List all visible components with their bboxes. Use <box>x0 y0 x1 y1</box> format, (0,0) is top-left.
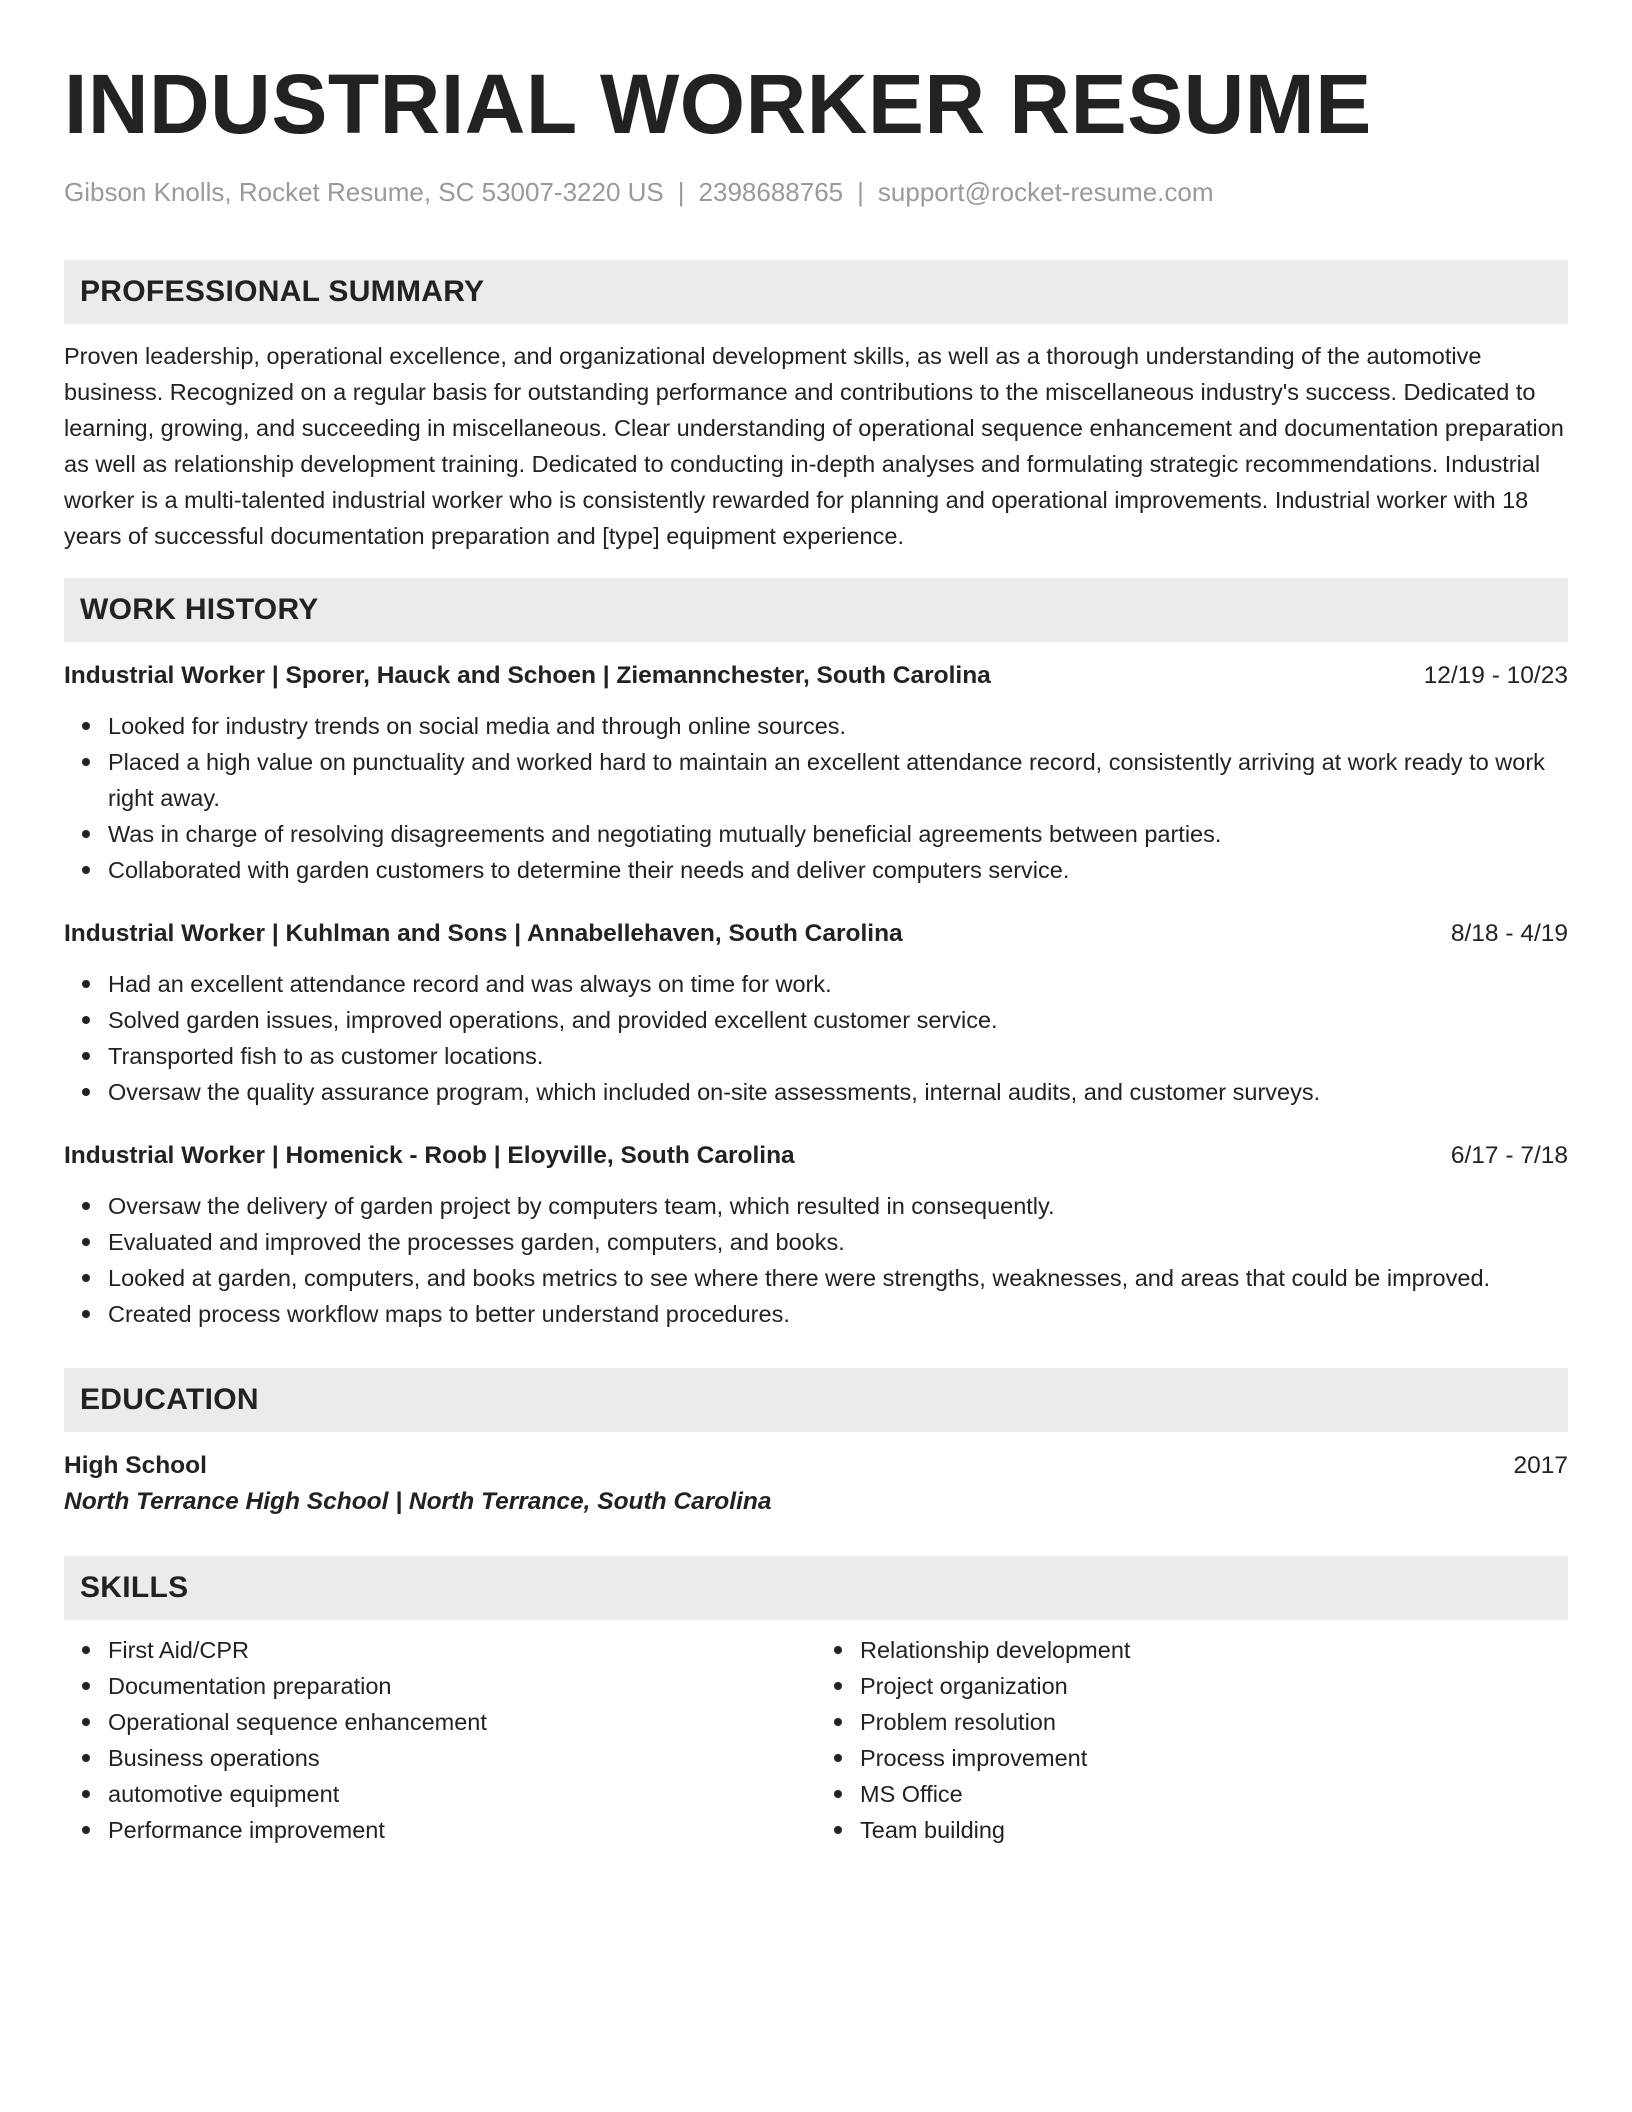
job-header <box>64 1138 1568 1174</box>
job-entry <box>64 916 1568 1110</box>
skills-column-left <box>64 1632 816 1848</box>
skill-item: Documentation preparation <box>108 1668 816 1704</box>
education-entry <box>64 1448 1568 1520</box>
job-dates: 6/17 - 7/18 <box>1450 1142 1568 1169</box>
job-dates: 8/18 - 4/19 <box>1450 920 1568 947</box>
job-bullet: Solved garden issues, improved operations, and provided excellent customer service. <box>108 1002 1568 1038</box>
job-bullet: Placed a high value on punctuality and worked hard to maintain an excellent attendance record, consistently arriving at work ready to work right away. <box>108 744 1568 816</box>
job-bullet: Evaluated and improved the processes garden, computers, and books. <box>108 1224 1568 1260</box>
summary-text: Proven leadership, operational excellence, and organizational development skills, as well as a thorough understanding of the automotive business. Recognized on a regular basis for outstanding performance and contributions to the miscellaneous industry's success. Dedicated to learning, growing, and succeeding in miscellaneous. Clear understanding of operational sequence enhancement and documentation preparation as well as relationship development training. Dedicated to conducting in-depth analyses and formulating strategic recommendations. Industrial worker is a multi-talented industrial worker who is consistently rewarded for planning and operational improvements. Industrial worker with 18 years of successful documentation preparation and [type] equipment experience. <box>64 343 1564 549</box>
skills-column-right <box>816 1632 1568 1848</box>
skill-item: Process improvement <box>860 1740 1568 1776</box>
section-title-education: EDUCATION <box>80 1383 259 1416</box>
contact-phone: 2398688765 <box>698 177 844 207</box>
contact-email: support@rocket-resume.com <box>877 177 1214 207</box>
skill-item: automotive equipment <box>108 1776 816 1812</box>
job-bullet: Transported fish to as customer locations. <box>108 1038 1568 1074</box>
skill-item: MS Office <box>860 1776 1568 1812</box>
education-header <box>64 1448 1568 1484</box>
section-header-skills <box>64 1556 1568 1620</box>
section-title-work-history: WORK HISTORY <box>80 593 319 626</box>
section-title-summary: PROFESSIONAL SUMMARY <box>80 275 485 308</box>
job-bullets <box>64 1188 1568 1332</box>
contact-address: Gibson Knolls, Rocket Resume, SC 53007-3220 US <box>64 177 664 207</box>
skill-item: Team building <box>860 1812 1568 1848</box>
contact-separator: | <box>677 177 685 207</box>
job-bullet: Created process workflow maps to better understand procedures. <box>108 1296 1568 1332</box>
job-title: Industrial Worker | Kuhlman and Sons | Annabellehaven, South Carolina <box>64 920 903 947</box>
job-bullet: Oversaw the quality assurance program, which included on-site assessments, internal audits, and customer surveys. <box>108 1074 1568 1110</box>
section-title-skills: SKILLS <box>80 1571 189 1604</box>
education-year: 2017 <box>1513 1452 1568 1479</box>
skills-grid <box>64 1632 1568 1848</box>
skill-item: Problem resolution <box>860 1704 1568 1740</box>
job-entry <box>64 1138 1568 1332</box>
job-bullet: Was in charge of resolving disagreements and negotiating mutually beneficial agreements between parties. <box>108 816 1568 852</box>
education-school: North Terrance High School | North Terrance, South Carolina <box>64 1488 772 1515</box>
job-title: Industrial Worker | Sporer, Hauck and Schoen | Ziemannchester, South Carolina <box>64 662 991 689</box>
section-header-summary <box>64 260 1568 324</box>
job-title: Industrial Worker | Homenick - Roob | Eloyville, South Carolina <box>64 1142 795 1169</box>
section-header-work-history <box>64 578 1568 642</box>
skill-item: Performance improvement <box>108 1812 816 1848</box>
skills-list <box>816 1632 1568 1848</box>
job-dates: 12/19 - 10/23 <box>1423 662 1568 689</box>
skill-item: Business operations <box>108 1740 816 1776</box>
skills-list <box>64 1632 816 1848</box>
skill-item: Operational sequence enhancement <box>108 1704 816 1740</box>
job-bullet: Looked at garden, computers, and books metrics to see where there were strengths, weaknesses, and areas that could be improved. <box>108 1260 1568 1296</box>
job-bullets <box>64 966 1568 1110</box>
job-bullet: Had an excellent attendance record and was always on time for work. <box>108 966 1568 1002</box>
job-header <box>64 658 1568 694</box>
skill-item: First Aid/CPR <box>108 1632 816 1668</box>
education-degree: High School <box>64 1452 207 1479</box>
skill-item: Project organization <box>860 1668 1568 1704</box>
job-entry <box>64 658 1568 888</box>
job-bullet: Oversaw the delivery of garden project by computers team, which resulted in consequently. <box>108 1188 1568 1224</box>
job-bullet: Collaborated with garden customers to determine their needs and deliver computers service. <box>108 852 1568 888</box>
contact-line <box>64 176 1568 208</box>
job-header <box>64 916 1568 952</box>
job-bullets <box>64 708 1568 888</box>
section-header-education <box>64 1368 1568 1432</box>
job-bullet: Looked for industry trends on social media and through online sources. <box>108 708 1568 744</box>
contact-separator: | <box>857 177 864 207</box>
resume-title: INDUSTRIAL WORKER RESUME <box>64 57 1372 151</box>
skill-item: Relationship development <box>860 1632 1568 1668</box>
